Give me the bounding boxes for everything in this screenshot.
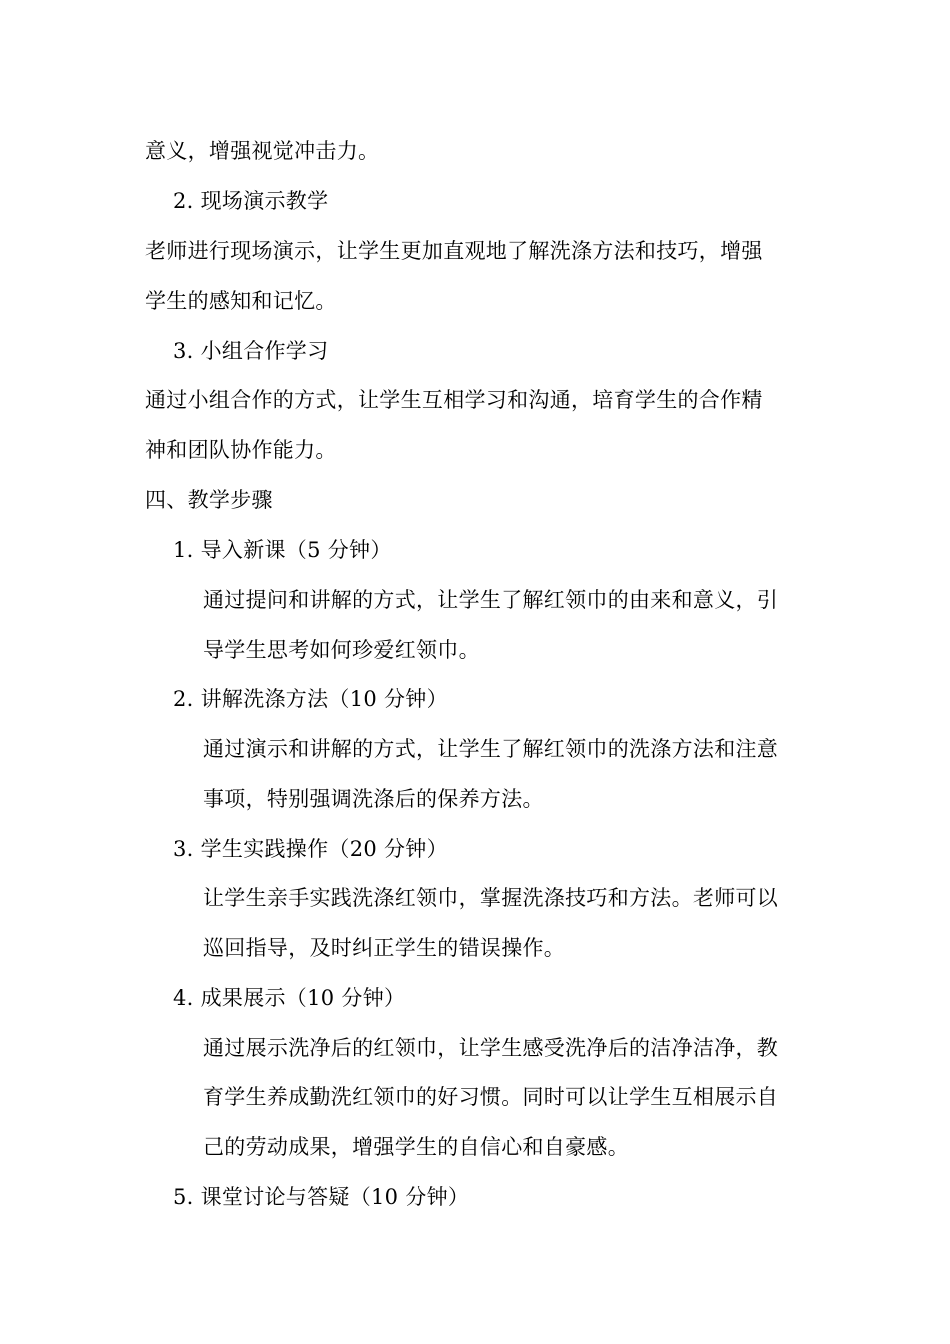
step-body-line: 育学生养成勤洗红领巾的好习惯。同时可以让学生互相展示自 (203, 1085, 779, 1109)
step-heading: 3. 学生实践操作（20 分钟） (173, 837, 448, 861)
subheading-line: 3. 小组合作学习 (173, 339, 329, 363)
step-heading: 1. 导入新课（5 分钟） (173, 538, 392, 562)
step-body-line: 己的劳动成果，增强学生的自信心和自豪感。 (203, 1135, 629, 1159)
step-body-line: 导学生思考如何珍爱红领巾。 (203, 638, 480, 662)
step-body-line: 通过提问和讲解的方式，让学生了解红领巾的由来和意义，引 (203, 588, 779, 612)
paragraph-line: 通过小组合作的方式，让学生互相学习和沟通，培育学生的合作精 (145, 388, 763, 412)
step-body-line: 通过展示洗净后的红领巾，让学生感受洗净后的洁净洁净，教 (203, 1036, 779, 1060)
subheading-line: 2. 现场演示教学 (173, 189, 329, 213)
paragraph-line: 学生的感知和记忆。 (145, 289, 337, 313)
section-heading: 四、教学步骤 (145, 488, 273, 512)
paragraph-line: 神和团队协作能力。 (145, 438, 337, 462)
step-heading: 4. 成果展示（10 分钟） (173, 986, 406, 1010)
paragraph-line: 意义，增强视觉冲击力。 (145, 139, 380, 163)
step-heading: 2. 讲解洗涤方法（10 分钟） (173, 687, 448, 711)
step-body-line: 让学生亲手实践洗涤红领巾，掌握洗涤技巧和方法。老师可以 (203, 886, 779, 910)
step-heading: 5. 课堂讨论与答疑（10 分钟） (173, 1185, 470, 1209)
step-body-line: 事项，特别强调洗涤后的保养方法。 (203, 787, 544, 811)
paragraph-line: 老师进行现场演示，让学生更加直观地了解洗涤方法和技巧，增强 (145, 239, 763, 263)
step-body-line: 巡回指导，及时纠正学生的错误操作。 (203, 936, 566, 960)
step-body-line: 通过演示和讲解的方式，让学生了解红领巾的洗涤方法和注意 (203, 737, 779, 761)
